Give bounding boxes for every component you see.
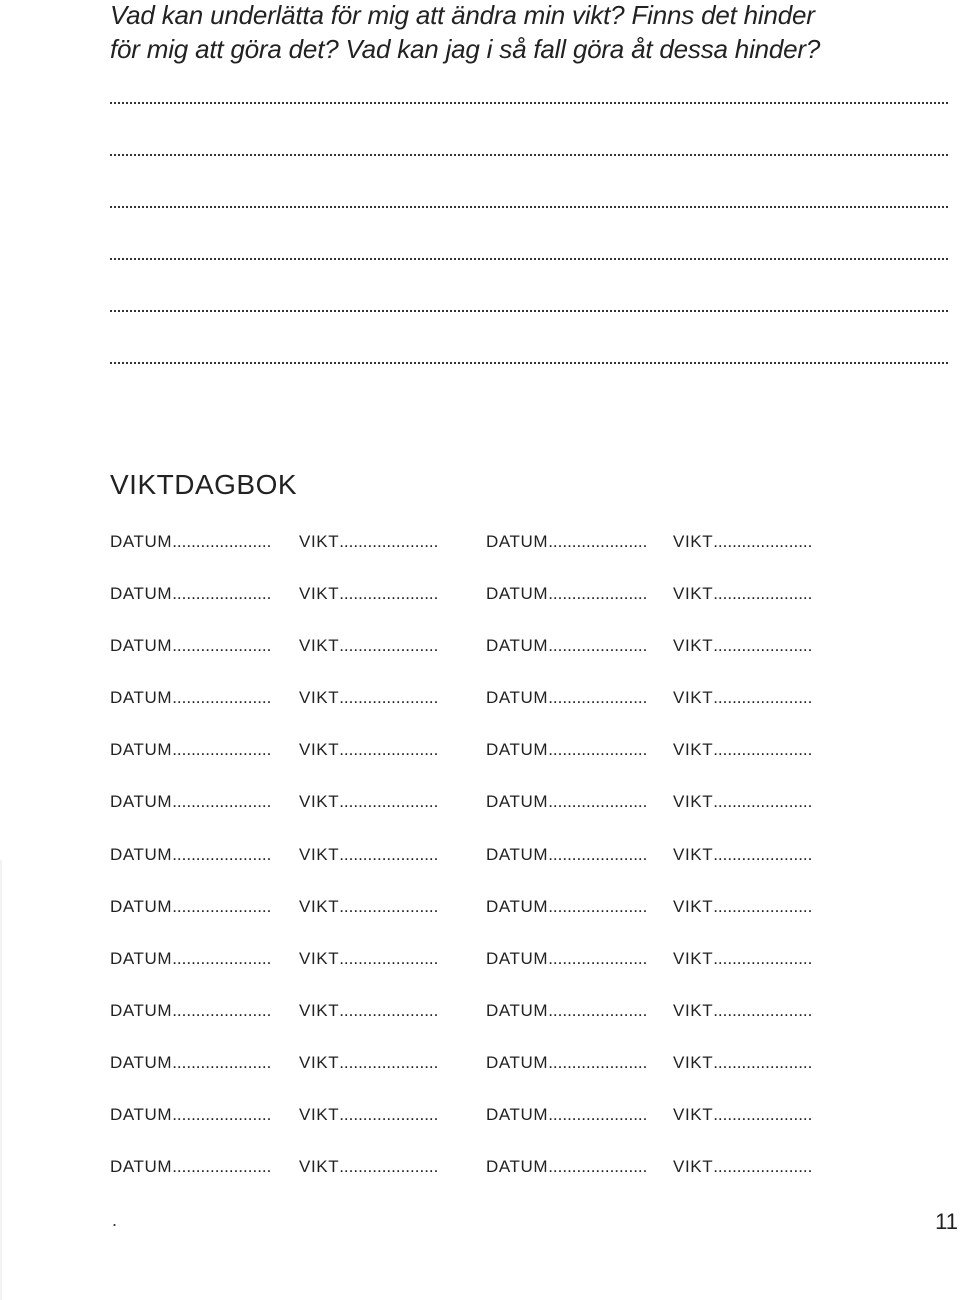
weight-label: VIKT (673, 844, 714, 864)
blank-entry-line[interactable]: ..................... (548, 584, 648, 604)
blank-entry-line[interactable]: ..................... (548, 844, 648, 864)
date-field-left[interactable] (110, 895, 271, 919)
blank-entry-line[interactable]: ..................... (172, 1052, 272, 1072)
date-label: DATUM (110, 636, 173, 656)
blank-entry-line[interactable]: ..................... (713, 1000, 813, 1020)
weight-field-left[interactable] (299, 895, 438, 919)
weight-label: VIKT (299, 792, 340, 812)
blank-entry-line[interactable]: ..................... (548, 532, 648, 551)
weight-label: VIKT (673, 1052, 714, 1072)
date-field-left[interactable] (110, 738, 271, 762)
weight-field-left[interactable] (299, 1103, 438, 1127)
blank-entry-line[interactable]: ..................... (339, 792, 439, 812)
weight-field-right[interactable] (673, 843, 812, 867)
blank-entry-line[interactable]: ..................... (713, 948, 813, 968)
date-label: DATUM (486, 1052, 549, 1072)
blank-entry-line[interactable]: ..................... (713, 636, 813, 656)
diary-row (110, 1103, 870, 1155)
diary-row (110, 999, 870, 1051)
weight-label: VIKT (673, 636, 714, 656)
date-label: DATUM (110, 688, 173, 708)
footer-mark: . (112, 1210, 118, 1230)
blank-entry-line[interactable]: ..................... (172, 688, 272, 708)
blank-entry-line[interactable]: ..................... (548, 636, 648, 656)
date-field-right[interactable] (486, 999, 647, 1023)
weight-field-right[interactable] (673, 790, 812, 814)
weight-label: VIKT (299, 740, 340, 760)
weight-field-right[interactable] (673, 895, 812, 919)
blank-entry-line[interactable]: ..................... (339, 1052, 439, 1072)
blank-entry-line[interactable]: ..................... (548, 792, 648, 812)
blank-entry-line[interactable]: ..................... (713, 1157, 813, 1177)
blank-entry-line[interactable]: ..................... (339, 532, 439, 551)
weight-field-right[interactable] (673, 530, 812, 554)
weight-label: VIKT (299, 688, 340, 708)
weight-field-left[interactable] (299, 582, 438, 606)
weight-label: VIKT (299, 1105, 340, 1125)
blank-entry-line[interactable]: ..................... (548, 1000, 648, 1020)
diary-row (110, 582, 870, 634)
blank-entry-line[interactable]: ..................... (172, 948, 272, 968)
blank-entry-line[interactable]: ..................... (172, 844, 272, 864)
date-label: DATUM (486, 948, 549, 968)
diary-row (110, 634, 870, 686)
blank-entry-line[interactable]: ..................... (713, 792, 813, 812)
date-label: DATUM (110, 740, 173, 760)
blank-entry-line[interactable]: ..................... (713, 844, 813, 864)
weight-field-right[interactable] (673, 1051, 812, 1075)
date-field-right[interactable] (486, 530, 647, 554)
blank-entry-line[interactable]: ..................... (548, 896, 648, 916)
page-number: 11 (935, 1209, 958, 1234)
weight-field-left[interactable] (299, 999, 438, 1023)
weight-label: VIKT (673, 740, 714, 760)
weight-label: VIKT (673, 1157, 714, 1177)
date-field-left[interactable] (110, 530, 271, 554)
diary-row (110, 1051, 870, 1103)
date-label: DATUM (486, 688, 549, 708)
date-label: DATUM (486, 896, 549, 916)
diary-row (110, 738, 870, 790)
blank-entry-line[interactable]: ..................... (339, 688, 439, 708)
weight-label: VIKT (673, 948, 714, 968)
blank-entry-line[interactable]: ..................... (172, 1000, 272, 1020)
date-label: DATUM (486, 740, 549, 760)
blank-entry-line[interactable]: ..................... (172, 1105, 272, 1125)
blank-entry-line[interactable]: ..................... (548, 1157, 648, 1177)
blank-entry-line[interactable]: ..................... (339, 1105, 439, 1125)
section-title: VIKTDAGBOK (110, 469, 298, 500)
blank-entry-line[interactable]: ..................... (172, 532, 272, 551)
question-line-1: Vad kan underlätta för mig att ändra min vikt? Finns det hinder (110, 0, 815, 30)
date-field-left[interactable] (110, 1103, 271, 1127)
weight-label: VIKT (673, 1105, 714, 1125)
date-field-left[interactable] (110, 634, 271, 658)
blank-entry-line[interactable]: ..................... (548, 948, 648, 968)
blank-entry-line[interactable]: ..................... (713, 1052, 813, 1072)
date-label: DATUM (486, 532, 549, 551)
date-label: DATUM (110, 532, 173, 551)
date-label: DATUM (486, 1105, 549, 1125)
date-field-right[interactable] (486, 1155, 647, 1179)
date-field-right[interactable] (486, 843, 647, 867)
blank-entry-line[interactable]: ..................... (172, 584, 272, 604)
blank-entry-line[interactable]: ..................... (548, 688, 648, 708)
date-field-right[interactable] (486, 738, 647, 762)
blank-entry-line[interactable]: ..................... (713, 584, 813, 604)
date-field-right[interactable] (486, 582, 647, 606)
blank-entry-line[interactable]: ..................... (172, 1157, 272, 1177)
date-field-right[interactable] (486, 1103, 647, 1127)
blank-entry-line[interactable]: ..................... (548, 740, 648, 760)
weight-field-left[interactable] (299, 1155, 438, 1179)
blank-entry-line[interactable]: ..................... (713, 1105, 813, 1125)
blank-entry-line[interactable]: ..................... (339, 844, 439, 864)
weight-label: VIKT (299, 636, 340, 656)
weight-label: VIKT (299, 532, 340, 551)
page-edge-shadow (0, 860, 2, 1300)
blank-entry-line[interactable]: ..................... (548, 1052, 648, 1072)
blank-entry-line[interactable]: ..................... (713, 740, 813, 760)
weight-field-left[interactable] (299, 843, 438, 867)
reflection-question (110, 0, 870, 66)
weight-label: VIKT (299, 1000, 340, 1020)
weight-label: VIKT (673, 532, 714, 551)
blank-entry-line[interactable]: ..................... (172, 792, 272, 812)
blank-entry-line[interactable]: ..................... (713, 688, 813, 708)
date-field-left[interactable] (110, 947, 271, 971)
answer-line-3[interactable] (110, 206, 948, 208)
blank-entry-line[interactable]: ..................... (339, 740, 439, 760)
weight-field-right[interactable] (673, 1155, 812, 1179)
weight-label: VIKT (299, 584, 340, 604)
weight-field-left[interactable] (299, 1051, 438, 1075)
date-field-left[interactable] (110, 790, 271, 814)
blank-entry-line[interactable]: ..................... (339, 1000, 439, 1020)
weight-field-right[interactable] (673, 686, 812, 710)
blank-entry-line[interactable]: ..................... (548, 1105, 648, 1125)
date-field-right[interactable] (486, 895, 647, 919)
diary-row (110, 686, 870, 738)
date-label: DATUM (486, 1157, 549, 1177)
blank-entry-line[interactable]: ..................... (172, 740, 272, 760)
date-label: DATUM (110, 948, 173, 968)
weight-diary-table (110, 530, 870, 1207)
date-field-left[interactable] (110, 999, 271, 1023)
weight-label: VIKT (673, 896, 714, 916)
date-label: DATUM (486, 584, 549, 604)
date-field-right[interactable] (486, 1051, 647, 1075)
weight-field-right[interactable] (673, 947, 812, 971)
weight-label: VIKT (673, 688, 714, 708)
diary-row (110, 1155, 870, 1207)
weight-field-left[interactable] (299, 530, 438, 554)
date-label: DATUM (110, 844, 173, 864)
answer-line-2[interactable] (110, 154, 948, 156)
weight-field-left[interactable] (299, 947, 438, 971)
weight-label: VIKT (673, 1000, 714, 1020)
weight-field-left[interactable] (299, 738, 438, 762)
date-field-left[interactable] (110, 582, 271, 606)
date-label: DATUM (110, 1052, 173, 1072)
answer-line-6[interactable] (110, 362, 948, 364)
blank-entry-line[interactable]: ..................... (339, 896, 439, 916)
weight-label: VIKT (299, 896, 340, 916)
date-field-left[interactable] (110, 686, 271, 710)
weight-label: VIKT (673, 792, 714, 812)
weight-field-right[interactable] (673, 582, 812, 606)
diary-row (110, 895, 870, 947)
date-field-right[interactable] (486, 790, 647, 814)
weight-field-right[interactable] (673, 738, 812, 762)
weight-field-left[interactable] (299, 634, 438, 658)
weight-field-right[interactable] (673, 1103, 812, 1127)
date-field-right[interactable] (486, 686, 647, 710)
date-label: DATUM (486, 1000, 549, 1020)
date-field-left[interactable] (110, 1155, 271, 1179)
diary-row (110, 530, 870, 582)
diary-row (110, 843, 870, 895)
date-field-right[interactable] (486, 947, 647, 971)
date-label: DATUM (110, 896, 173, 916)
date-field-left[interactable] (110, 843, 271, 867)
weight-label: VIKT (673, 584, 714, 604)
date-label: DATUM (486, 844, 549, 864)
blank-entry-line[interactable]: ..................... (172, 636, 272, 656)
blank-entry-line[interactable]: ..................... (713, 896, 813, 916)
answer-line-1[interactable] (110, 102, 948, 104)
weight-field-left[interactable] (299, 686, 438, 710)
answer-line-5[interactable] (110, 310, 948, 312)
blank-entry-line[interactable]: ..................... (339, 1157, 439, 1177)
weight-field-left[interactable] (299, 790, 438, 814)
date-label: DATUM (110, 1157, 173, 1177)
date-field-right[interactable] (486, 634, 647, 658)
date-label: DATUM (486, 792, 549, 812)
date-field-left[interactable] (110, 1051, 271, 1075)
weight-field-right[interactable] (673, 634, 812, 658)
date-label: DATUM (110, 792, 173, 812)
weight-label: VIKT (299, 1157, 340, 1177)
blank-entry-line[interactable]: ..................... (713, 532, 813, 551)
date-label: DATUM (110, 584, 173, 604)
weight-label: VIKT (299, 844, 340, 864)
answer-line-4[interactable] (110, 258, 948, 260)
weight-label: VIKT (299, 948, 340, 968)
weight-label: VIKT (299, 1052, 340, 1072)
blank-entry-line[interactable]: ..................... (172, 896, 272, 916)
blank-entry-line[interactable]: ..................... (339, 584, 439, 604)
diary-row (110, 790, 870, 842)
blank-entry-line[interactable]: ..................... (339, 948, 439, 968)
diary-row (110, 947, 870, 999)
blank-entry-line[interactable]: ..................... (339, 636, 439, 656)
date-label: DATUM (486, 636, 549, 656)
date-label: DATUM (110, 1105, 173, 1125)
date-label: DATUM (110, 1000, 173, 1020)
question-line-2: för mig att göra det? Vad kan jag i så fall göra åt dessa hinder? (110, 34, 821, 64)
weight-field-right[interactable] (673, 999, 812, 1023)
